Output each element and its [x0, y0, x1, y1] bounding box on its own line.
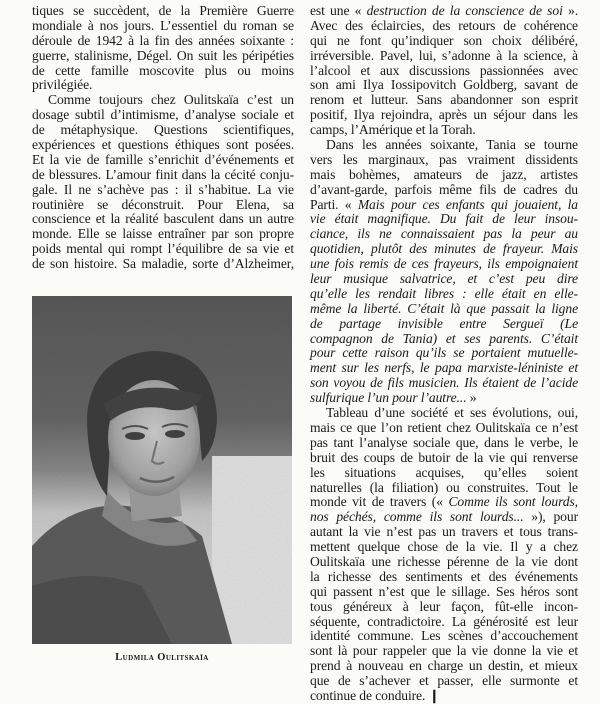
text-span: »: [466, 390, 477, 406]
text-span: Parti. «: [310, 196, 358, 212]
text-line: [310, 391, 578, 406]
text-line: [310, 644, 578, 659]
text-line: [310, 227, 578, 242]
text-line: [310, 600, 578, 615]
text-line: [310, 629, 578, 644]
text-span: autant la vie n’est pas un travers et tous trans-: [310, 524, 578, 540]
text-line: [310, 153, 578, 168]
text-line: [310, 361, 578, 376]
text-span: irréversible. Pavel, lui, s’adonne à la science, à: [310, 47, 578, 63]
text-span: son ami Ilya Iossipovitch Goldberg, savant de: [310, 77, 578, 93]
text-line: privilégiée.: [32, 77, 93, 93]
text-span: est une «: [310, 3, 367, 18]
text-line: [310, 659, 578, 674]
text-line: [310, 406, 578, 421]
text-line: tiques se succèdent, de la Première Guerre: [32, 3, 294, 18]
italic-quote-span: compagnon de Tania) et ses parents. C’était: [310, 330, 578, 346]
text-span: Tableau d’une société et ses évolutions, oui,: [326, 405, 578, 421]
text-span: que de s’achever et passer, elle surmonte et: [310, 673, 578, 689]
text-span: mettent quelque chose de la vie. Il y a chez: [310, 539, 578, 555]
text-line: [310, 108, 578, 123]
text-span: mais bohèmes, amateurs de jazz, artistes: [310, 166, 578, 182]
text-span: ❙: [425, 687, 440, 703]
text-line: [310, 570, 578, 585]
text-line: [310, 34, 578, 49]
text-line: [310, 138, 578, 153]
text-line: [310, 615, 578, 630]
text-line: [310, 540, 578, 555]
text-line: mondiale à nos jours. L’essentiel du roman se: [32, 17, 294, 33]
text-line: [310, 525, 578, 540]
text-line: [310, 317, 578, 332]
text-line: de blessures. L’amour finit dans la cécité conju-: [32, 166, 294, 182]
text-span: identité commune. Les scènes d’accouchement: [310, 628, 578, 644]
text-line: de cette famille moscovite plus ou moins: [32, 62, 294, 78]
text-span: Dans les années soixante, Tania se tourne: [326, 137, 578, 153]
text-line: [310, 4, 578, 19]
right-column: [310, 4, 578, 704]
text-line: [310, 555, 578, 570]
text-line: poids mental qui rompt l’équilibre de sa vie et: [32, 241, 294, 257]
text-line: [310, 183, 578, 198]
photo-caption: Ludmila Oulitskaïa: [115, 652, 209, 663]
text-span: qui passent n’est que le sillage. Ses héros sont: [310, 583, 578, 599]
text-line: [310, 510, 578, 525]
text-line: [310, 287, 578, 302]
text-line: [310, 242, 578, 257]
text-line: [310, 212, 578, 227]
text-line: [310, 332, 578, 347]
text-line: [310, 49, 578, 64]
text-line: Comme toujours chez Oulitskaïa c’est un: [48, 92, 294, 108]
text-span: naturelles (la filiation) ou construites. Tout le: [310, 479, 578, 495]
italic-quote-span: une fois remis de ces frayeurs, ils empoignaient: [310, 256, 578, 272]
italic-quote-span: leur musique salvatrice, et c’est peu dire: [310, 271, 578, 287]
text-line: [310, 436, 578, 451]
left-column: [32, 4, 294, 272]
italic-quote-span: son voyou de fils musicien. Ils étaient de l’acide: [310, 375, 578, 391]
italic-quote-span: Mais pour ces enfants qui jouaient, la: [357, 196, 578, 212]
text-span: ».: [562, 3, 578, 18]
italic-quote-span: destruction de la conscience de soi: [366, 3, 563, 18]
portrait-image: [32, 296, 292, 644]
text-line: expériences et questions éthiques sont posées.: [32, 137, 294, 153]
text-span: prend à nouveau en charge un destin, et mieux: [310, 658, 578, 674]
text-line: [310, 272, 578, 287]
text-span: d’avant-garde, parfois même fils de cadres du: [310, 181, 578, 197]
text-line: de son histoire. Sa maladie, sorte d’Alzheimer,: [32, 256, 294, 272]
text-line: [310, 421, 578, 436]
text-line: [310, 198, 578, 213]
text-span: renom et lutteur. Sans abandonner son esprit: [310, 92, 578, 108]
text-line: [310, 168, 578, 183]
italic-quote-span: ciance, ils ne connaissaient pas la peur au: [310, 226, 578, 242]
text-line: [310, 19, 578, 34]
text-line: de métaphysique. Questions scientifiques,: [32, 122, 294, 138]
text-line: conscience et la réalité basculent dans un autre: [32, 211, 294, 227]
text-span: séquente, contradictoire. La générosité est leur: [310, 613, 578, 629]
text-line: [310, 451, 578, 466]
italic-quote-span: pour cette raison qu’ils se portaient mutuelle-: [310, 345, 578, 361]
text-line: [310, 302, 578, 317]
text-span: qui ne font qu’indiquer son choix délibéré,: [310, 32, 578, 48]
text-span: tous généreux à leur façon, fût-elle incon-: [310, 598, 578, 614]
text-span: camps, l’Amérique et la Torah.: [310, 122, 476, 138]
text-span: sont là pour rappeler que la vie donne la vie et: [310, 643, 578, 659]
text-line: [310, 346, 578, 361]
text-line: déroule de 1942 à la fin des années soixante :: [32, 32, 294, 48]
text-span: bruit des coups de butoir de la vie qui renverse: [310, 449, 578, 465]
text-span: vers les marginaux, pas vraiment dissidents: [310, 151, 578, 167]
text-line: [310, 123, 578, 138]
italic-quote-span: sulfurique l’un pour l’autre...: [310, 390, 467, 406]
text-line: dosage subtil d’intimisme, d’analyse sociale et: [32, 107, 294, 123]
text-line: [310, 495, 578, 510]
text-span: monde vit de travers («: [310, 494, 449, 510]
text-line: [310, 674, 578, 689]
text-line: [310, 689, 578, 704]
text-line: [310, 257, 578, 272]
text-span: la richesse des sentiments et des événements: [310, 568, 578, 584]
text-line: [310, 585, 578, 600]
text-span: positif, Ilya rejoindra, après un séjour dans les: [310, 107, 578, 123]
text-line: [310, 78, 578, 93]
text-line: [310, 466, 578, 481]
text-line: Et la vie de famille s’enrichit d’événements et: [32, 151, 294, 167]
text-line: routinière se déconstruit. Pour Elena, sa: [32, 196, 294, 212]
text-line: [310, 376, 578, 391]
italic-quote-span: nos péchés, comme ils sont lourds...: [310, 509, 524, 525]
italic-quote-span: ment sur les nerfs, le papa marxiste-léniniste et: [310, 360, 578, 376]
text-line: monde. Elle se laisse entraîner par son propre: [32, 226, 294, 242]
author-photo: [32, 296, 292, 644]
italic-quote-span: même la liberté. C’était là que passait la ligne: [310, 300, 578, 316]
text-span: Avec des éclaircies, des retours de cohérence: [310, 17, 578, 33]
text-span: pas tant l’analyse sociale que, dans le verbe, le: [310, 434, 578, 450]
text-line: guerre, stalinisme, Dégel. On suit les péripéties: [32, 47, 294, 63]
text-line: [310, 64, 578, 79]
text-span: »), pour: [523, 509, 578, 525]
text-line: gale. Il ne s’achève pas : il s’habitue. La vie: [32, 181, 294, 197]
italic-quote-span: Comme ils sont lourds,: [448, 494, 578, 510]
text-line: [310, 93, 578, 108]
text-span: mais ce que l’on retient chez Oulitskaïa ce n’est: [310, 419, 578, 435]
text-span: continue de conduire.: [310, 687, 426, 703]
text-line: [310, 481, 578, 496]
italic-quote-span: qu’elle les rendait libres : elle était en elle-: [310, 285, 578, 301]
text-span: Oulitskaïa une richesse pérenne de la vie dont: [310, 553, 578, 569]
text-span: les situations acquises, qu’elles soient: [310, 464, 578, 480]
italic-quote-span: vie était magnifique. Du fait de leur insou-: [310, 211, 578, 227]
italic-quote-span: quotidien, plutôt des minutes de frayeur. Mais: [310, 241, 578, 257]
text-span: l’alcool et aux discussions passionnées avec: [310, 62, 578, 78]
italic-quote-span: de partage invisible entre Sergueï (Le: [310, 315, 578, 331]
